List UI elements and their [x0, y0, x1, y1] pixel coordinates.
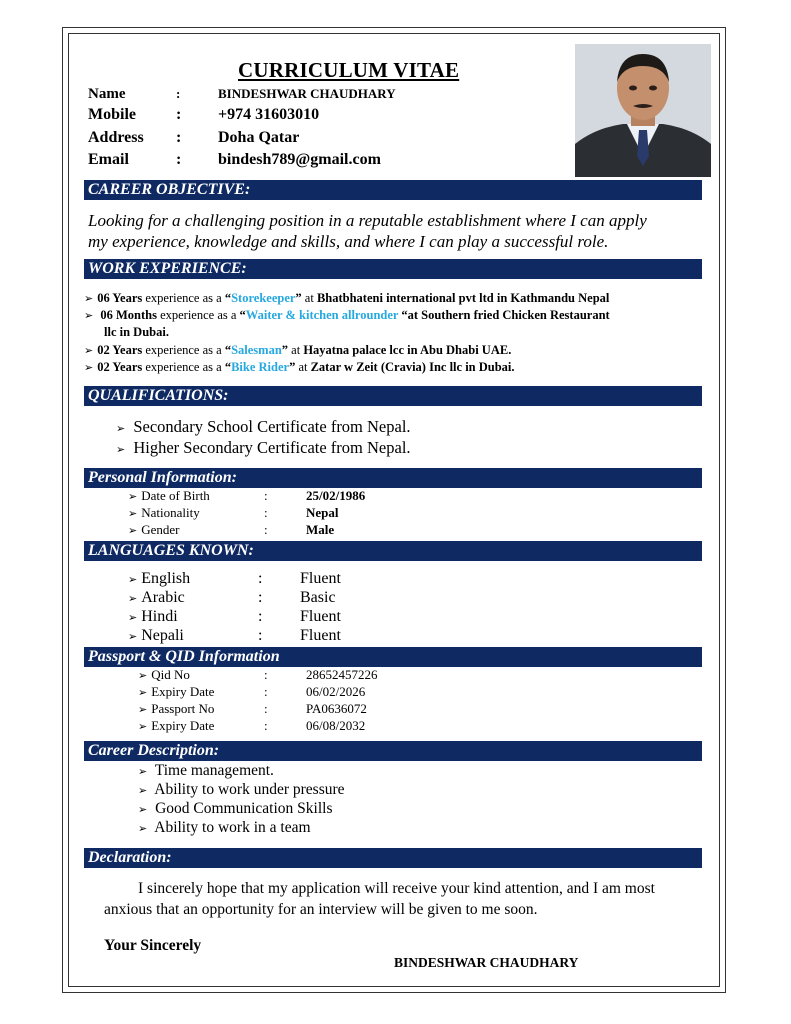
bullet-arrow-icon: ➢: [138, 803, 148, 816]
career-description-item: [138, 819, 311, 837]
work-quote-open: “: [224, 360, 232, 374]
work-item: [84, 307, 704, 324]
language-level: Fluent: [300, 570, 341, 587]
work-employer: Bhatbhateni international pvt ltd in Kathmandu Nepal: [316, 291, 610, 305]
section-bar-passport-qid: Passport & QID Information: [84, 647, 702, 667]
bullet-arrow-icon: ➢: [116, 443, 126, 456]
work-duration: 02 Years: [97, 343, 143, 357]
bullet-arrow-icon: ➢: [84, 344, 94, 357]
mobile-value: +974 31603010: [218, 106, 320, 123]
work-employer: at Southern fried Chicken Restaurant: [407, 308, 610, 322]
work-duration: 02 Years: [97, 360, 143, 374]
name-value: BINDESHWAR CHAUDHARY: [218, 86, 396, 101]
work-quote-open: “: [239, 308, 246, 322]
work-at: at: [295, 360, 311, 374]
work-employer-continued: llc in Dubai.: [104, 325, 169, 339]
work-item: [84, 290, 704, 307]
career-description-item: [138, 800, 333, 818]
bullet-arrow-icon: ➢: [138, 720, 148, 733]
passport-label: ➢ Passport No: [138, 701, 215, 716]
personal-value: Nepal: [306, 505, 339, 520]
bullet-arrow-icon: ➢: [128, 507, 138, 520]
language-colon: :: [258, 627, 263, 644]
passport-value: PA0636072: [306, 701, 367, 716]
personal-value: 25/02/1986: [306, 488, 366, 503]
passport-label: ➢ Expiry Date: [138, 684, 215, 699]
work-item-continuation: [104, 324, 724, 341]
document-title: CURRICULUM VITAE: [238, 58, 460, 82]
language-level: Fluent: [300, 627, 341, 644]
career-description-text: Ability to work under pressure: [154, 781, 345, 798]
language-level: Basic: [300, 589, 336, 606]
address-colon: :: [176, 129, 182, 146]
personal-label: ➢ Gender: [128, 522, 180, 537]
work-role: Storekeeper: [231, 291, 296, 305]
career-description-text: Good Communication Skills: [155, 800, 333, 817]
language-label: ➢ Arabic: [128, 589, 185, 606]
work-role: Bike Rider: [231, 360, 290, 374]
closing-salutation: Your Sincerely: [104, 937, 202, 954]
profile-photo-illustration: [575, 44, 711, 177]
work-quote-close: ”: [281, 343, 289, 357]
personal-value: Male: [306, 522, 335, 537]
work-role: Salesman: [231, 343, 282, 357]
language-label: ➢ English: [128, 570, 191, 587]
bullet-arrow-icon: ➢: [128, 573, 138, 586]
work-phrase: experience as a: [156, 308, 240, 322]
work-employer: Hayatna palace lcc in Abu Dhabi UAE.: [303, 343, 512, 357]
work-duration: 06 Months: [100, 308, 157, 322]
qualification-item: [116, 438, 411, 458]
bullet-arrow-icon: ➢: [138, 765, 148, 778]
career-description-item: [138, 762, 274, 780]
language-label: ➢ Hindi: [128, 608, 178, 625]
passport-colon: :: [264, 667, 268, 682]
language-colon: :: [258, 589, 263, 606]
name-label: Name: [88, 86, 126, 102]
language-label: ➢ Nepali: [128, 627, 184, 644]
bullet-arrow-icon: ➢: [128, 611, 138, 624]
language-level: Fluent: [300, 608, 341, 625]
work-quote-open: “: [224, 291, 232, 305]
signature-name: BINDESHWAR CHAUDHARY: [394, 955, 579, 970]
passport-value: 06/08/2032: [306, 718, 366, 733]
objective-line-2: my experience, knowledge and skills, and where I can play a successful role.: [88, 232, 609, 251]
section-bar-career-description: Career Description:: [84, 741, 702, 761]
bullet-arrow-icon: ➢: [128, 592, 138, 605]
work-item: [84, 359, 704, 376]
personal-label: ➢ Date of Birth: [128, 488, 210, 503]
bullet-arrow-icon: ➢: [138, 784, 148, 797]
address-label: Address: [88, 129, 144, 146]
section-bar-languages-known: LANGUAGES KNOWN:: [84, 541, 702, 561]
name-colon: :: [176, 86, 181, 101]
work-quote-close: ”: [295, 291, 302, 305]
work-quote-close: ”: [289, 360, 296, 374]
work-at: at: [301, 291, 317, 305]
work-quote-close: “: [398, 308, 408, 322]
bullet-arrow-icon: ➢: [138, 669, 148, 682]
bullet-arrow-icon: ➢: [84, 292, 94, 305]
bullet-arrow-icon: ➢: [128, 490, 138, 503]
personal-colon: :: [264, 522, 268, 537]
section-bar-personal-information: Personal Information:: [84, 468, 702, 488]
address-value: Doha Qatar: [218, 129, 300, 146]
mobile-label: Mobile: [88, 106, 136, 123]
passport-label: ➢ Expiry Date: [138, 718, 215, 733]
work-item: [84, 342, 704, 359]
email-label: Email: [88, 151, 129, 168]
work-phrase: experience as a: [142, 360, 225, 374]
career-description-item: [138, 781, 345, 799]
profile-photo: [575, 44, 711, 177]
section-bar-declaration: Declaration:: [84, 848, 702, 868]
work-quote-open: “: [224, 343, 232, 357]
passport-value: 28652457226: [306, 667, 378, 682]
qualification-text: Higher Secondary Certificate from Nepal.: [133, 438, 411, 457]
work-duration: 06 Years: [97, 291, 143, 305]
bullet-arrow-icon: ➢: [116, 422, 126, 435]
language-colon: :: [258, 570, 263, 587]
bullet-arrow-icon: ➢: [128, 524, 138, 537]
bullet-arrow-icon: ➢: [84, 309, 94, 322]
personal-label: ➢ Nationality: [128, 505, 200, 520]
qualification-item: [116, 417, 411, 437]
work-role: Waiter & kitchen allrounder: [245, 308, 399, 322]
work-at: at: [288, 343, 304, 357]
bullet-arrow-icon: ➢: [138, 703, 148, 716]
language-colon: :: [258, 608, 263, 625]
email-value: bindesh789@gmail.com: [218, 151, 381, 168]
work-phrase: experience as a: [142, 343, 225, 357]
passport-colon: :: [264, 718, 268, 733]
bullet-arrow-icon: ➢: [138, 686, 148, 699]
bullet-arrow-icon: ➢: [84, 361, 94, 374]
passport-colon: :: [264, 701, 268, 716]
section-bar-qualifications: QUALIFICATIONS:: [84, 386, 702, 406]
passport-value: 06/02/2026: [306, 684, 366, 699]
personal-colon: :: [264, 488, 268, 503]
career-description-text: Time management.: [154, 762, 274, 779]
bullet-arrow-icon: ➢: [138, 822, 148, 835]
email-colon: :: [176, 151, 182, 168]
qualification-text: Secondary School Certificate from Nepal.: [133, 417, 411, 436]
work-phrase: experience as a: [142, 291, 225, 305]
section-bar-career-objective: CAREER OBJECTIVE:: [84, 180, 702, 200]
career-objective-text: [88, 210, 700, 252]
personal-colon: :: [264, 505, 268, 520]
mobile-colon: :: [176, 106, 182, 123]
passport-colon: :: [264, 684, 268, 699]
passport-label: ➢ Qid No: [138, 667, 190, 682]
declaration-text: I sincerely hope that my application will receive your kind attention, and I am most anxious that an opportunity for an interview will be given to me soon.: [104, 880, 655, 918]
career-description-text: Ability to work in a team: [154, 819, 311, 836]
work-employer: Zatar w Zeit (Cravia) Inc llc in Dubai.: [310, 360, 515, 374]
bullet-arrow-icon: ➢: [128, 630, 138, 643]
section-bar-work-experience: WORK EXPERIENCE:: [84, 259, 702, 279]
objective-line-1: Looking for a challenging position in a reputable establishment where I can apply: [88, 211, 647, 230]
